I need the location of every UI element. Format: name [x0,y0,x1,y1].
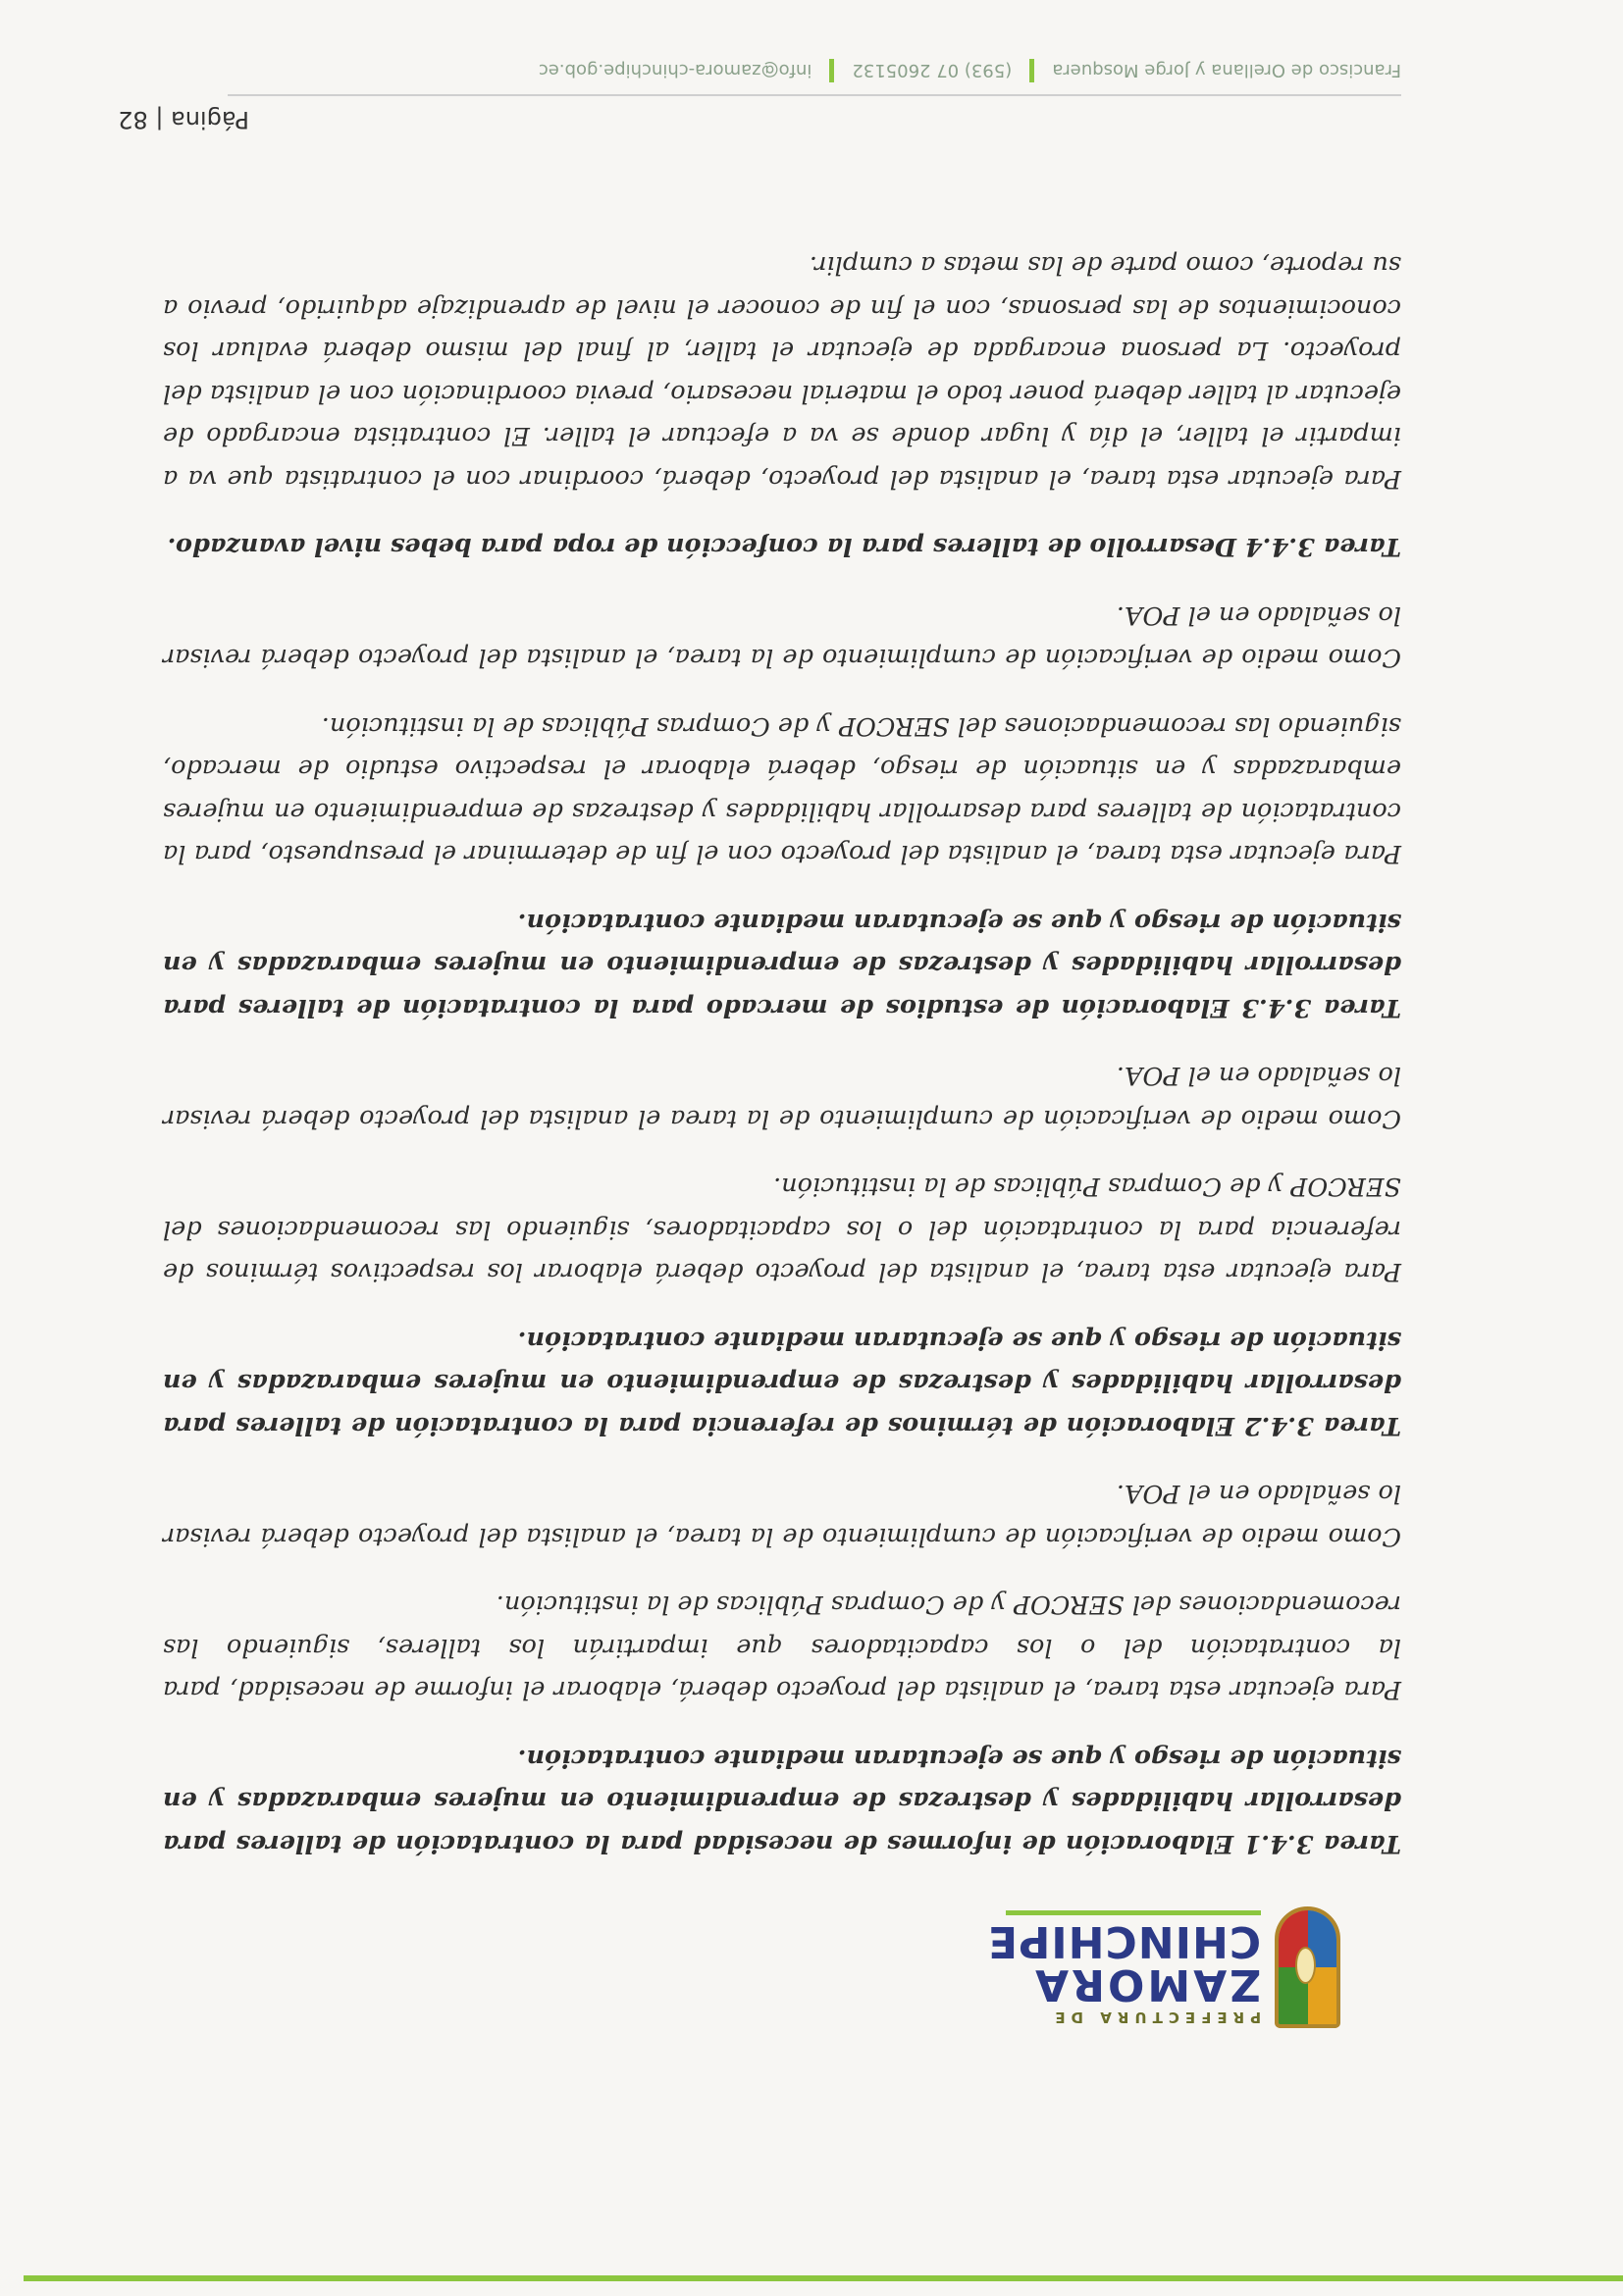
document-body [163,218,1401,1864]
paragraph: Para ejecutar esta tarea, el analista del proyecto deberá, elaborar el informe de necesidad, para la contratación del o los capacitadores que impartirán los talleres, siguiendo las recomendaciones del SERCOP y de Compras Públicas de la institución. [163,1590,1401,1705]
task-title: Tarea 3.4.2 Elaboración de términos de referencia para la contratación de talleres para desarrollar habilidades y destrezas de emprendimiento en mujeres embarazadas y en situación de riesgo y que se ejecutaran mediante contratación. [163,1326,1401,1440]
brand-text [987,1910,1261,2024]
task-title: Tarea 3.4.1 Elaboración de informes de necesidad para la contratación de talleres para desarrollar habilidades y destrezas de emprendimiento en mujeres embarazadas y en situación de riesgo y que se ejecutaran mediante contratación. [163,1744,1401,1858]
logo-underline [1006,1910,1261,1915]
task-title: Tarea 3.4.3 Elaboración de estudios de mercado para la contratación de talleres para desarrollar habilidades y destrezas de emprendimiento en mujeres embarazadas y en situación de riesgo y que se ejecutaran mediante contratación. [163,908,1401,1022]
paragraph: Como medio de verificación de cumplimiento de la tarea, el analista del proyecto deberá revisar lo señalado en el POA. [163,1479,1401,1551]
crest-icon [1275,1906,1340,2028]
paragraph: Como medio de verificación de cumplimiento de la tarea, el analista del proyecto deberá revisar lo señalado en el POA. [163,600,1401,673]
paragraph: Para ejecutar esta tarea, el analista del proyecto con el fin de determinar el presupuesto, para la contratación de talleres para desarrollar habilidades y destrezas de emprendimiento en mujeres embarazadas y en situación de riesgo, deberá elaborar el respectivo estudio de mercado, siguiendo las recomendaciones del SERCOP y de Compras Públicas de la institución. [163,711,1401,869]
paragraph: Como medio de verificación de cumplimiento de la tarea el analista del proyecto deberá revisar lo señalado en el POA. [163,1061,1401,1133]
paragraph: Para ejecutar esta tarea, el analista del proyecto deberá elaborar los respectivos términos de referencia para la contratación del o los capacitadores, siguiendo las recomendaciones del SERCOP y de Compras Públicas de la institución. [163,1172,1401,1287]
footer [228,59,1401,96]
logo-name-line1: ZAMORA [1032,1959,1262,2009]
footer-separator [829,59,834,82]
logo-prefix: PREFECTURA DE [1049,2009,1262,2026]
footer-address: Francisco de Orellana y Jorge Mosquera [1052,60,1401,81]
logo-name-line2: CHINCHIPE [987,1916,1262,1966]
footer-phone: (593) 07 2605132 [852,60,1013,81]
task-title: Tarea 3.4.4 Desarrollo de talleres para la confección de ropa para bebes nivel avanzado. [167,532,1401,562]
page-number: Página | 82 [118,106,249,133]
footer-separator [1029,59,1034,82]
paragraph: Para ejecutar esta tarea, el analista del proyecto, deberá, coordinar con el contratista que va a impartir el taller, el día y lugar donde se va a efectuar el taller. El contratista encargado de ejecutar al taller deberá poner todo el material necesario, previa coordinación con el analista del proyecto. La persona encargada de ejecutar el taller, al final del mismo deberá evaluar los conocimientos de las personas, con el fin de conocer el nivel de aprendizaje adquirido, previo a su reporte, como parte de las metas a cumplir. [163,250,1401,494]
footer-email: info@zamora-chinchipe.gob.ec [538,60,812,81]
header-rule [24,2275,1623,2281]
prefectura-logo [987,1894,1340,2041]
